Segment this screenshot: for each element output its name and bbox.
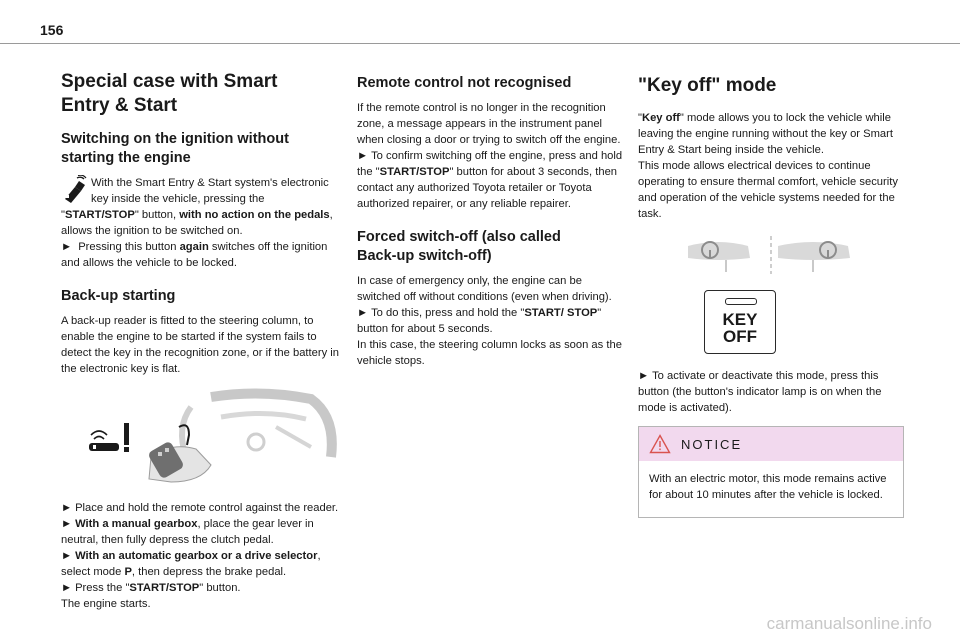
bullet-icon: ► bbox=[61, 241, 73, 253]
paragraph-ignition: With the Smart Entry & Start system's electronic key inside the vehicle, pressing the "START/STOP" button, with no action on the pedals, allows the ignition to be switched on. ► Pressing this button again switches off the ignition and allows the vehicle to be locked. bbox=[61, 177, 333, 269]
smart-key-icon bbox=[61, 175, 87, 205]
paragraph-backup: A back-up reader is fitted to the steering column, to enable the engine to be started if the system fails to detect the key in the recognition zone, or if the battery in the electronic key is flat. bbox=[61, 315, 339, 375]
subsection-heading-remote: Remote control not recognised bbox=[357, 75, 572, 91]
notice-text: With an electric motor, this mode remains active for about 10 minutes after the vehicle is locked. bbox=[649, 473, 887, 501]
warning-triangle-icon bbox=[649, 434, 671, 454]
backup-steps: ► Place and hold the remote control against the reader. ► With a manual gearbox, place the gear lever in neutral, then fully depress the clutch pedal. ► With an automatic gearbox or a drive selector, select mode P, then depress the brake pedal. ► Press the "START/STOP" button. The engine starts. bbox=[61, 502, 339, 610]
column-right bbox=[638, 74, 904, 518]
subsection-heading-backup: Back-up starting bbox=[61, 288, 176, 304]
watermark: carmanualsonline.info bbox=[766, 614, 932, 633]
key-warning-icon bbox=[89, 423, 129, 452]
notice-box bbox=[638, 426, 904, 518]
key-off-title: "Key off" mode bbox=[638, 75, 777, 96]
key-button-label-line1: KEY bbox=[722, 310, 758, 329]
paragraph-forced: In case of emergency only, the engine can be switched off without conditions (even when driving). ► To do this, press and hold the "START/ STOP" button for about 5 seconds. In this case, the steering column locks as soon as the vehicle stops. bbox=[357, 275, 622, 367]
paragraph-activate: ► To activate or deactivate this mode, press this button (the button's indicator lamp is on when the mode is activated). bbox=[638, 370, 882, 414]
key-off-button-illustration bbox=[704, 290, 776, 354]
header-divider bbox=[0, 43, 960, 44]
paragraph-key-off: "Key off" mode allows you to lock the vehicle while leaving the engine running without the key or Smart Entry & Start being inside the vehicle. This mode allows electrical devices to continue operating to ensure thermal comfort, vehicle security and operation of the vehicle systems needed for the task. bbox=[638, 112, 898, 220]
section-title: Special case with Smart Entry & Start bbox=[61, 71, 278, 116]
steering-column-illustration bbox=[61, 387, 342, 492]
dashboard-illustration bbox=[638, 232, 904, 280]
column-middle bbox=[357, 74, 623, 379]
notice-header bbox=[639, 427, 903, 461]
indicator-lamp bbox=[725, 298, 757, 305]
subsection-heading-ignition: Switching on the ignition without starting the engine bbox=[61, 131, 289, 166]
paragraph-remote: If the remote control is no longer in the recognition zone, a message appears in the instrument panel when closing a door or trying to switch off the engine. ► To confirm switching off the engine, press and hold the "START/STOP" button for about 3 seconds, then contact any authorized Toyota retailer or Toyota authorized repairer, or any reliable repairer. bbox=[357, 102, 623, 210]
column-left bbox=[61, 70, 342, 622]
key-button-label-line2: OFF bbox=[723, 327, 757, 346]
notice-title: NOTICE bbox=[681, 436, 743, 452]
subsection-heading-forced: Forced switch-off (also called Back-up switch-off) bbox=[357, 229, 561, 264]
page-number: 156 bbox=[40, 22, 64, 38]
